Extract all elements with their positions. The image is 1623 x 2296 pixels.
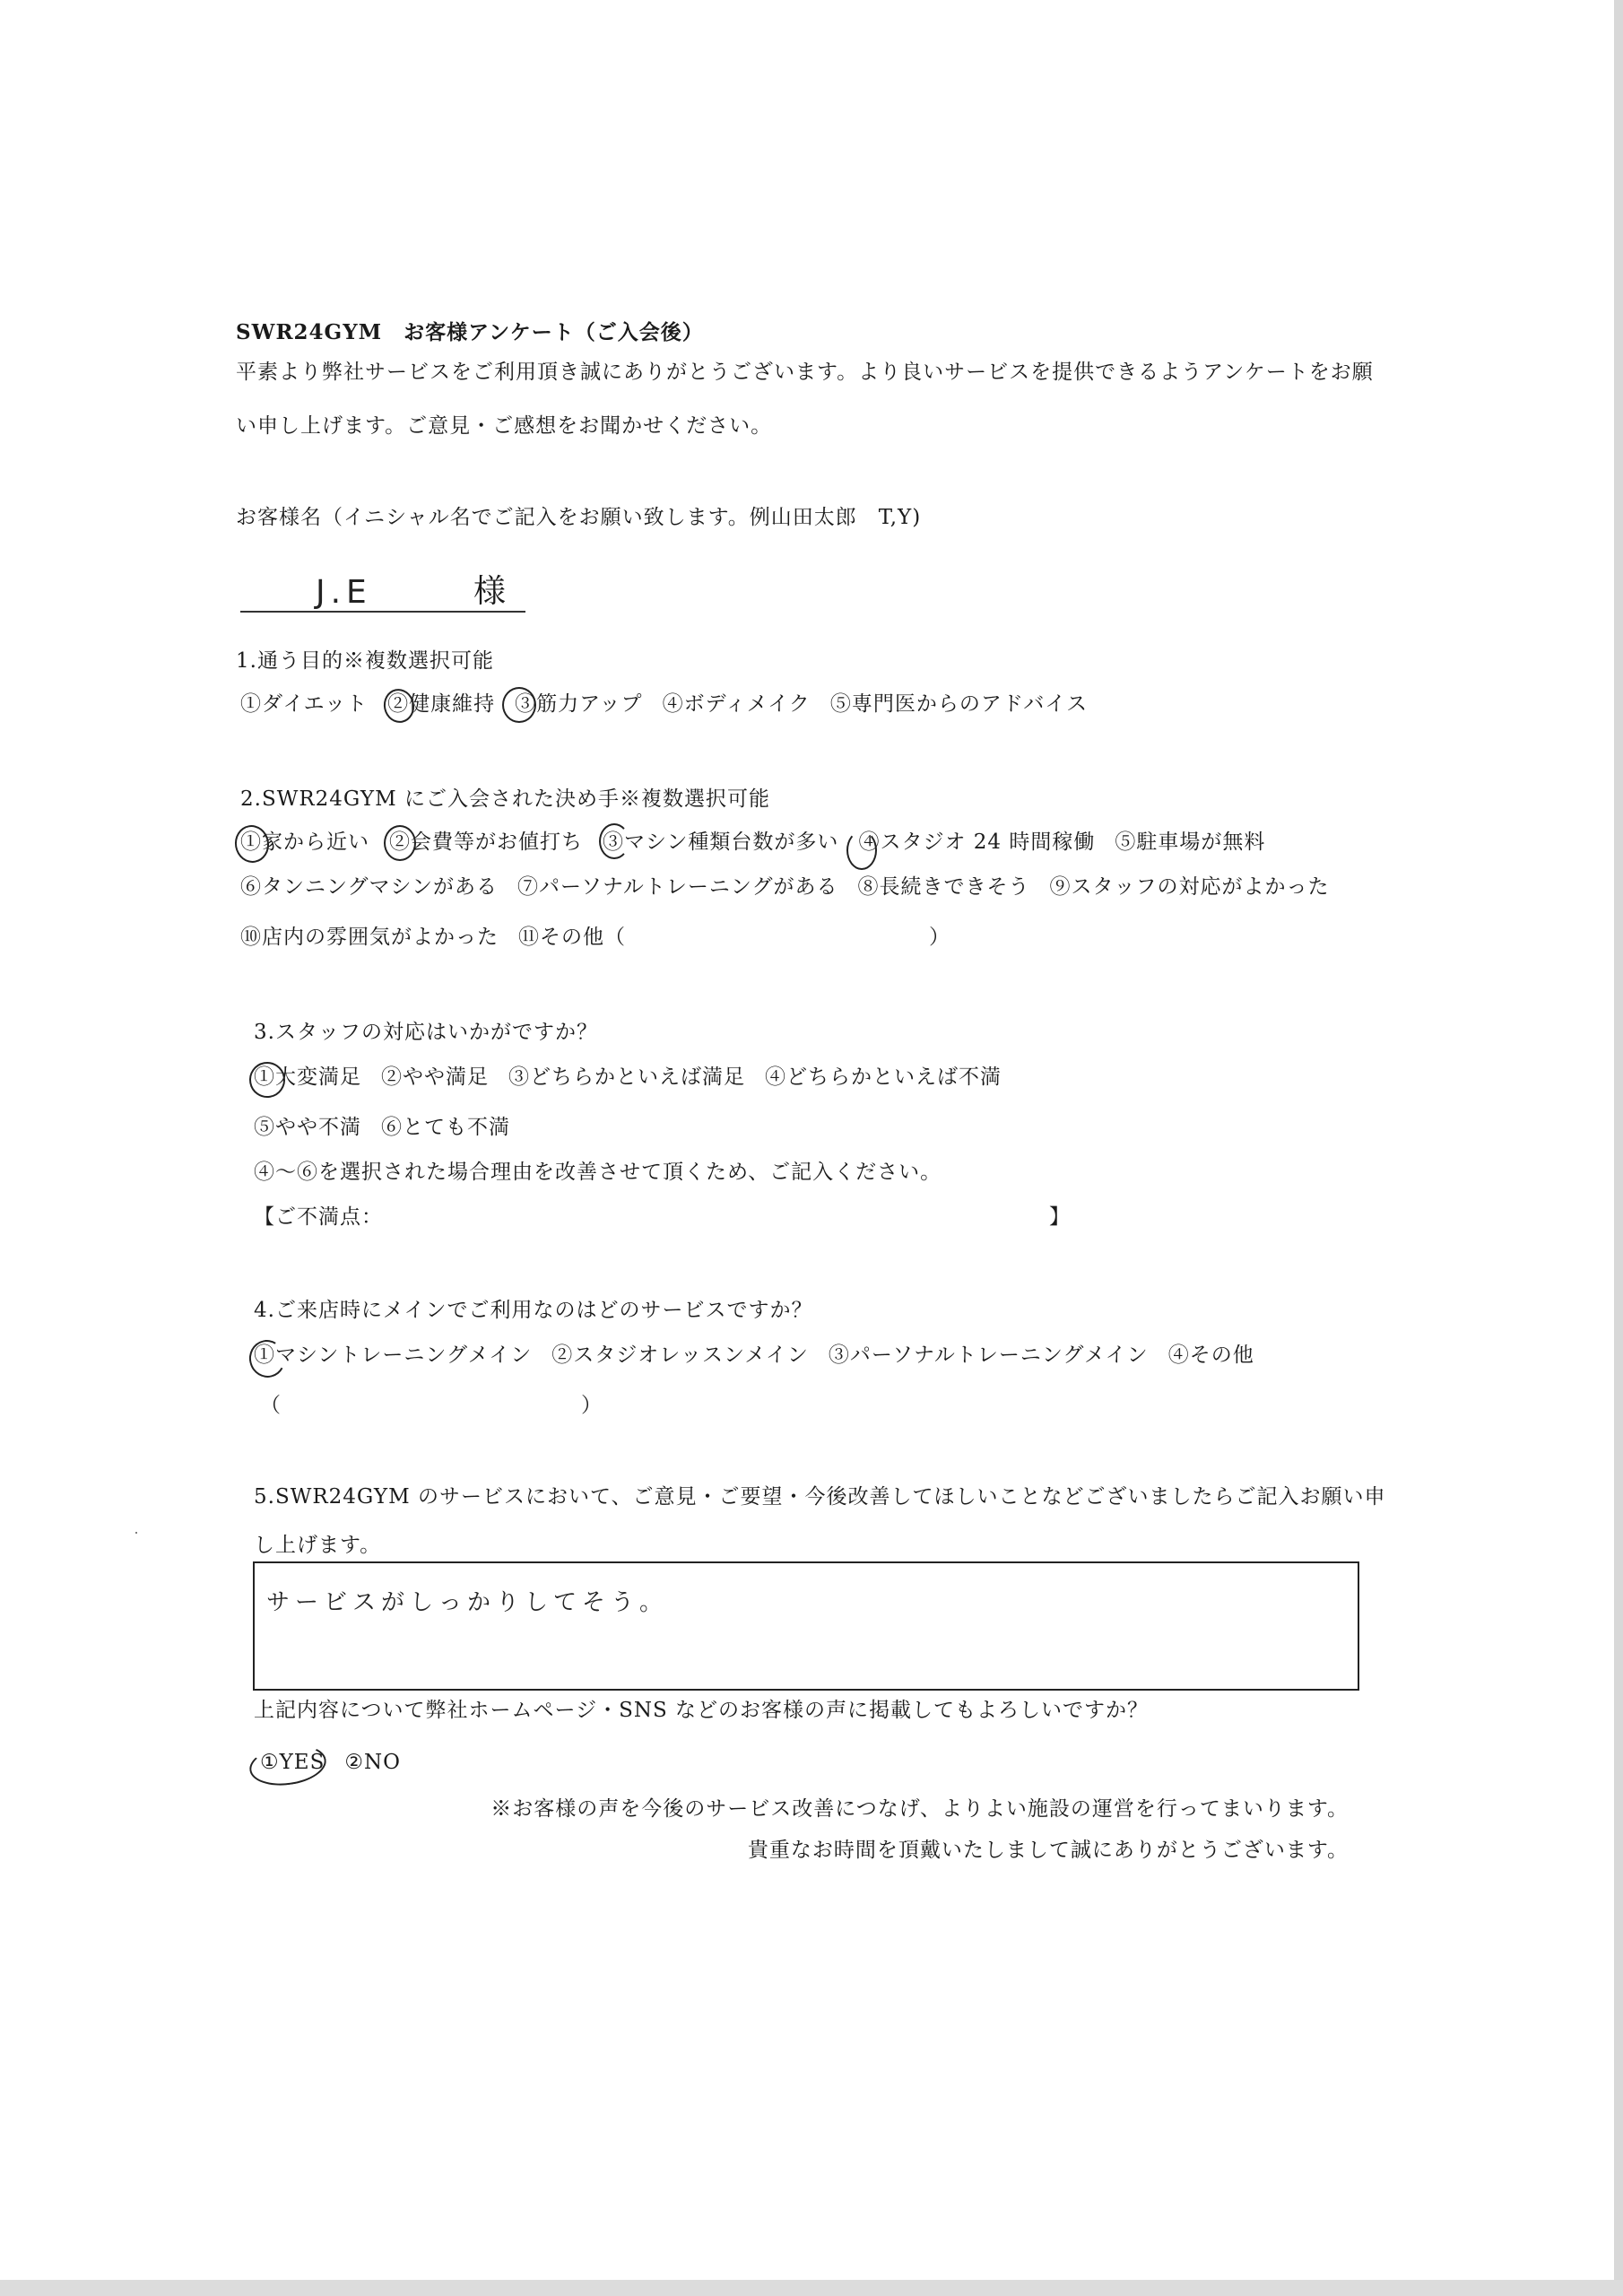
q2-option: ①家から近い: [240, 831, 369, 854]
q1-options: [240, 691, 1088, 718]
q2-option: ③マシン種類台数が多い: [603, 831, 839, 854]
customer-name-label: お客様名（イニシャル名でご記入をお願い致します。例山田太郎 T,Y): [236, 506, 922, 529]
q3-option: ⑤やや不満: [254, 1116, 361, 1139]
q4-other-close: ）: [581, 1394, 603, 1417]
scan-edge-right: [1614, 0, 1623, 2296]
q2-option: ②会費等がお値打ち: [389, 831, 583, 854]
scan-edge-bottom: [0, 2280, 1623, 2296]
q4-option: ④その他: [1167, 1344, 1254, 1367]
q3-option: ①大変満足: [254, 1065, 361, 1089]
intro-line-1: 平素より弊社サービスをご利用頂き誠にありがとうございます。より良いサービスを提供できるようアンケートをお願: [236, 361, 1374, 384]
q4-option: ③パーソナルトレーニングメイン: [828, 1344, 1149, 1367]
q2-other-close: ）: [929, 926, 950, 949]
q1-option: ④ボディメイク: [662, 692, 811, 716]
q5-answer: サービスがしっかりしてそう。: [266, 1589, 669, 1616]
q2-option-other: ⑪その他（: [518, 926, 626, 949]
customer-initials: J.E: [316, 574, 372, 611]
footer-line-1: ※お客様の声を今後のサービス改善につなげ、よりよい施設の運営を行ってまいります。: [490, 1797, 1349, 1821]
q2-selected-circle: [846, 831, 877, 870]
q2-option: ⑤駐車場が無料: [1115, 831, 1266, 854]
q1-option: ⑤専門医からのアドバイス: [829, 692, 1089, 716]
publish-question: 上記内容について弊社ホームページ・SNS などのお客様の声に掲載してもよろしいですか？: [254, 1699, 1150, 1722]
q1-selected-circle: [502, 687, 536, 723]
survey-title: SWR24GYM お客様アンケート（ご入会後）: [236, 320, 704, 344]
q3-options-row2: [254, 1114, 510, 1141]
customer-honorific: 様: [473, 573, 508, 610]
q3-options-row1: [254, 1064, 1002, 1091]
q4-options: [254, 1342, 1254, 1369]
q2-option: ⑥タンニングマシンがある: [240, 875, 498, 899]
q1-option: ③筋力アップ: [515, 692, 643, 716]
q2-options-row3: [240, 924, 626, 951]
customer-name-underline: [240, 611, 525, 613]
scan-speck: [135, 1532, 137, 1534]
publish-selected-circle: [247, 1740, 328, 1790]
q5-title-line-1: 5.SWR24GYM のサービスにおいて、ご意見・ご要望・今後改善してほしいことなどございましたらご記入お願い申: [254, 1485, 1386, 1509]
q4-option: ②スタジオレッスンメイン: [551, 1344, 809, 1367]
intro-line-2: い申し上げます。ご意見・ご感想をお聞かせください。: [236, 414, 773, 438]
q2-options-row2: [240, 874, 1329, 900]
q5-answer-box: [253, 1561, 1359, 1691]
q2-option: ⑩店内の雰囲気がよかった: [240, 926, 499, 949]
q5-title-line-2: し上げます。: [254, 1534, 382, 1557]
q3-note: ④～⑥を選択された場合理由を改善させて頂くため、ご記入ください。: [254, 1161, 942, 1184]
q4-other-open: （: [260, 1394, 282, 1417]
footer-line-2: 貴重なお時間を頂戴いたしまして誠にありがとうございます。: [747, 1839, 1349, 1862]
q1-title: 1.通う目的※複数選択可能: [236, 649, 494, 673]
q3-option: ②やや満足: [381, 1065, 489, 1089]
publish-yes: ①YES: [260, 1751, 325, 1774]
q3-option: ③どちらかといえば満足: [508, 1065, 745, 1089]
q2-selected-circle: [384, 825, 416, 861]
q3-complaint-label: 【ご不満点：: [254, 1205, 383, 1229]
q4-option: ①マシントレーニングメイン: [254, 1344, 533, 1367]
q2-option: ④スタジオ 24 時間稼働: [858, 831, 1096, 854]
q3-complaint-close: 】: [1049, 1205, 1071, 1229]
q1-option: ②健康維持: [387, 692, 496, 716]
q2-title: 2.SWR24GYM にご入会された決め手※複数選択可能: [240, 787, 770, 811]
publish-no: ②NO: [344, 1751, 401, 1774]
q1-option: ①ダイエット: [240, 692, 369, 716]
q3-option: ④どちらかといえば不満: [765, 1065, 1002, 1089]
q2-selected-circle: [599, 823, 629, 859]
q3-title: 3.スタッフの対応はいかがですか？: [254, 1021, 598, 1044]
q2-option: ⑨スタッフの対応がよかった: [1049, 875, 1330, 899]
q2-option: ⑧長続きできそう: [857, 875, 1030, 899]
q3-option: ⑥とても不満: [381, 1116, 510, 1139]
q4-title: 4.ご来店時にメインでご利用なのはどのサービスですか？: [254, 1299, 813, 1322]
q2-option: ⑦パーソナルトレーニングがある: [516, 875, 838, 899]
